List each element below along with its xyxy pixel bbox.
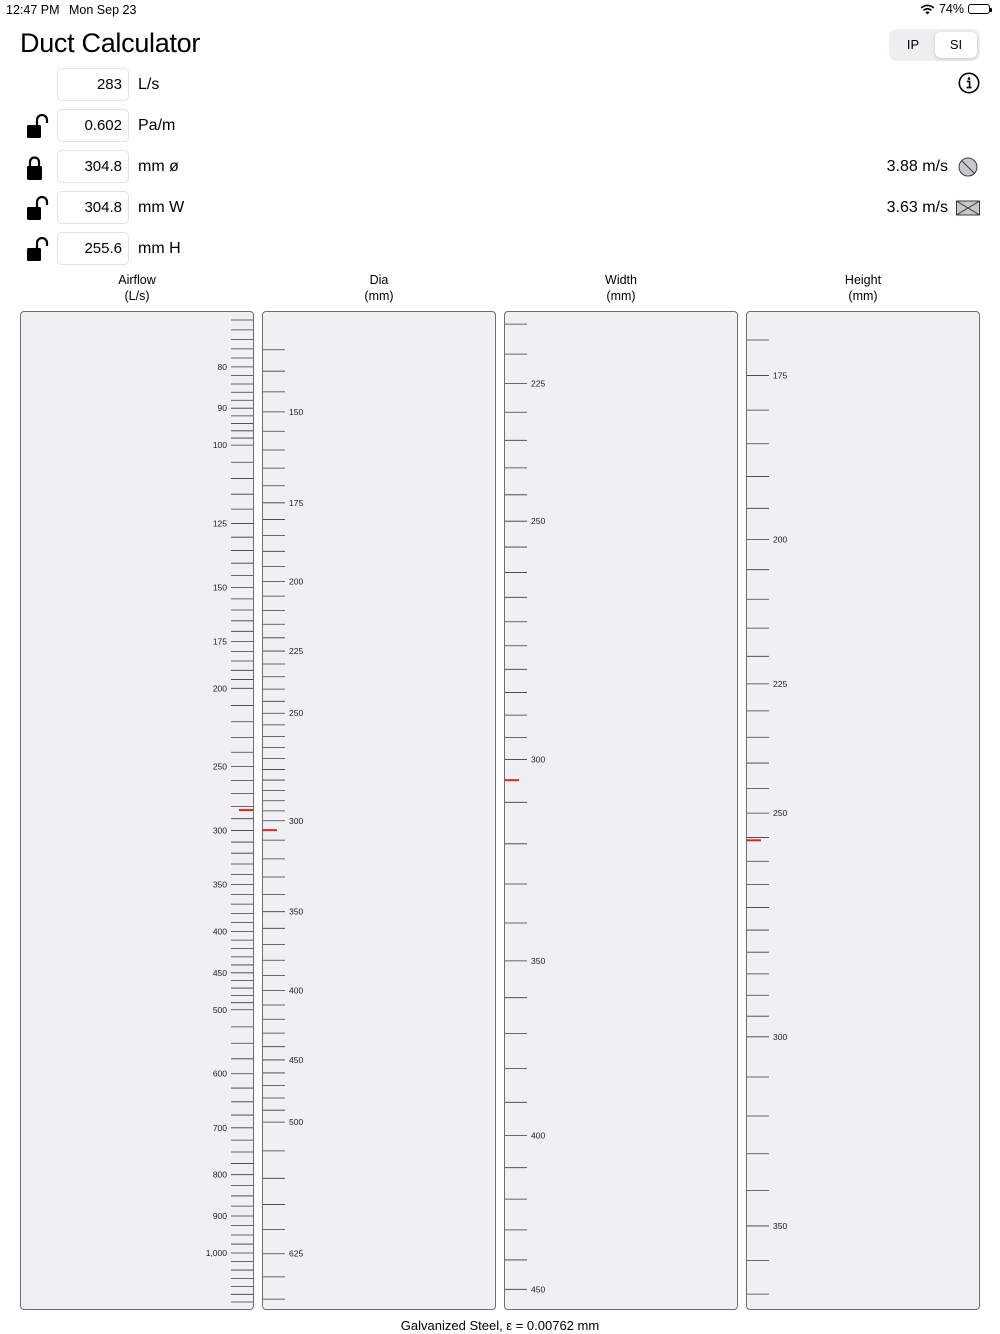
scale-label: 250 <box>212 761 227 772</box>
scale-label: 250 <box>531 516 546 527</box>
rect-duct-icon <box>956 198 980 218</box>
scale-label: 100 <box>212 440 227 451</box>
scale-label: 200 <box>773 534 788 545</box>
scale-label: 400 <box>289 985 304 996</box>
scale-label: 400 <box>212 926 227 937</box>
friction-unit: Pa/m <box>138 117 176 134</box>
scale-label: 350 <box>773 1220 788 1231</box>
scale-label: 175 <box>289 497 304 508</box>
width-unit: mm W <box>138 199 185 216</box>
height-scale[interactable] <box>746 311 980 1310</box>
rect-velocity: 3.63 m/s <box>886 199 948 216</box>
units-option-ip[interactable]: IP <box>906 37 920 52</box>
width-scale-header <box>504 273 738 304</box>
width-field[interactable]: 304.8 <box>57 191 129 224</box>
diameter-unit: mm ø <box>138 158 179 175</box>
height-field[interactable]: 255.6 <box>57 232 129 265</box>
scale-label: 250 <box>289 708 304 719</box>
scale-label: 450 <box>289 1054 304 1065</box>
scale-label: 350 <box>531 955 546 966</box>
airflow-scale-unit: (L/s) <box>124 288 150 303</box>
scale-label: 250 <box>773 808 788 819</box>
units-segmented-control[interactable] <box>889 29 980 61</box>
dia-scale[interactable] <box>262 311 496 1310</box>
height-scale-unit: (mm) <box>848 288 878 303</box>
width-row <box>0 191 1000 225</box>
scale-label: 200 <box>212 683 227 694</box>
height-unit: mm H <box>138 240 181 257</box>
scale-label: 300 <box>212 825 227 836</box>
scale-label: 300 <box>289 815 304 826</box>
scale-label: 90 <box>217 403 227 414</box>
friction-field[interactable]: 0.602 <box>57 109 129 142</box>
scale-label: 225 <box>773 678 788 689</box>
round-velocity: 3.88 m/s <box>886 158 948 175</box>
width-scale-unit: (mm) <box>606 288 636 303</box>
dia-scale-unit: (mm) <box>364 288 394 303</box>
units-option-si[interactable]: SI <box>935 32 977 58</box>
unlocked-lock-icon[interactable] <box>26 114 50 140</box>
battery-icon <box>968 4 990 14</box>
scale-label: 125 <box>212 518 227 529</box>
status-bar <box>0 0 1000 20</box>
scale-label: 150 <box>289 406 304 417</box>
unlocked-lock-icon[interactable] <box>26 237 50 263</box>
status-right <box>920 2 990 16</box>
status-date: Mon Sep 23 <box>69 3 137 17</box>
scale-label: 450 <box>531 1284 546 1295</box>
airflow-field[interactable]: 283 <box>57 68 129 101</box>
scale-label: 350 <box>289 906 304 917</box>
scale-label: 450 <box>212 967 227 978</box>
unlocked-lock-icon[interactable] <box>26 196 50 222</box>
scale-label: 300 <box>773 1031 788 1042</box>
scale-label: 400 <box>531 1130 546 1141</box>
battery-percent: 74% <box>938 2 964 16</box>
scale-label: 175 <box>773 370 788 381</box>
scale-label: 80 <box>217 361 227 372</box>
width-scale[interactable] <box>504 311 738 1310</box>
dia-scale-title: Dia <box>369 273 389 287</box>
page-title: Duct Calculator <box>20 28 201 58</box>
width-scale-title: Width <box>605 273 637 287</box>
scale-label: 500 <box>212 1004 227 1015</box>
diameter-row <box>0 150 1000 184</box>
locked-lock-icon[interactable] <box>26 155 50 181</box>
dia-scale-header <box>262 273 496 304</box>
height-row <box>0 232 1000 266</box>
material-footer: Galvanized Steel, ε = 0.00762 mm <box>400 1318 600 1333</box>
scale-label: 225 <box>531 378 546 389</box>
height-scale-header <box>746 273 980 304</box>
airflow-scale[interactable] <box>20 311 254 1310</box>
airflow-scale-header <box>20 273 254 304</box>
status-time: 12:47 PM <box>6 3 60 17</box>
wifi-icon <box>920 4 935 15</box>
scale-label: 200 <box>289 576 304 587</box>
airflow-unit: L/s <box>138 76 160 93</box>
scale-label: 350 <box>212 879 227 890</box>
airflow-row <box>0 68 1000 102</box>
scale-label: 500 <box>289 1117 304 1128</box>
scale-label: 150 <box>212 582 227 593</box>
scale-label: 800 <box>212 1169 227 1180</box>
scale-label: 625 <box>289 1248 304 1259</box>
friction-row <box>0 109 1000 143</box>
height-scale-title: Height <box>844 273 882 287</box>
scale-label: 600 <box>212 1068 227 1079</box>
scale-label: 300 <box>531 754 546 765</box>
scale-label: 175 <box>212 636 227 647</box>
scale-label: 900 <box>212 1211 227 1222</box>
round-duct-icon <box>956 157 980 177</box>
scale-label: 1,000 <box>205 1247 227 1258</box>
scale-label: 225 <box>289 646 304 657</box>
scale-label: 700 <box>212 1122 227 1133</box>
airflow-scale-title: Airflow <box>118 273 156 287</box>
diameter-field[interactable]: 304.8 <box>57 150 129 183</box>
